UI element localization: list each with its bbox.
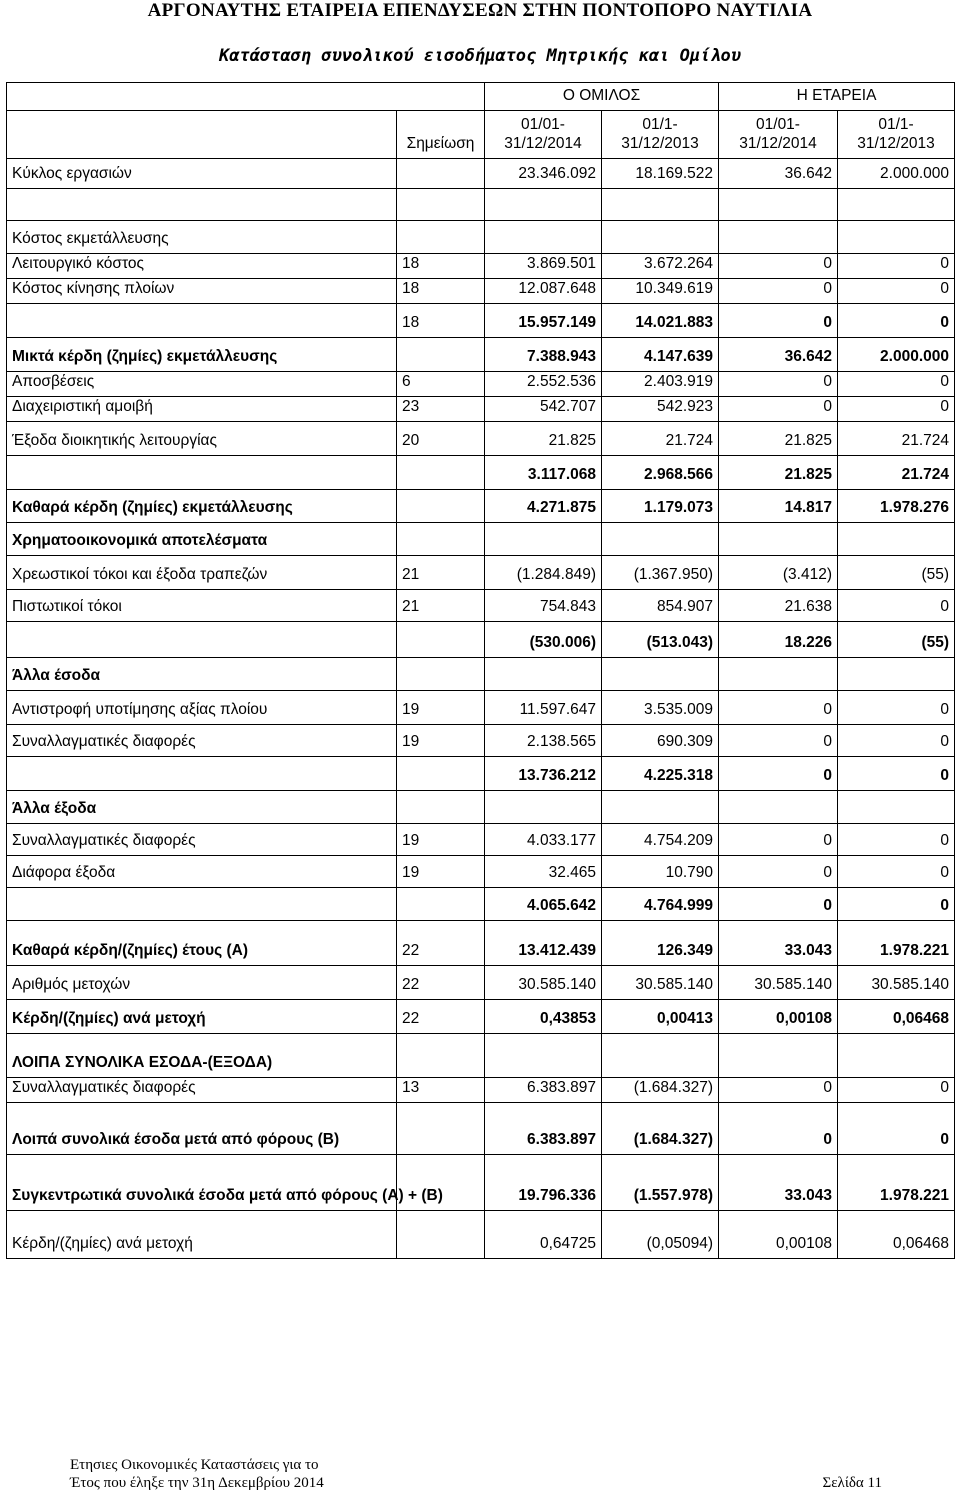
row-label: ΛΟΙΠΑ ΣΥΝΟΛΙΚΑ ΕΣΟΔΑ-(ΕΞΟΔΑ) — [7, 1034, 397, 1078]
table-row — [7, 279, 955, 304]
row-value: 0,64725 — [485, 1211, 602, 1259]
row-value: 21.724 — [602, 422, 719, 456]
row-value — [485, 791, 602, 824]
row-label: Διάφορα έξοδα — [7, 856, 397, 888]
row-value: 21.638 — [719, 590, 838, 622]
row-note: 21 — [397, 556, 485, 590]
row-note — [397, 1211, 485, 1259]
row-note: 6 — [397, 372, 485, 397]
row-value: 21.724 — [838, 456, 955, 490]
row-note — [397, 888, 485, 921]
row-value: 0 — [838, 1078, 955, 1103]
table-row — [7, 824, 955, 856]
row-note — [397, 622, 485, 658]
row-note — [397, 658, 485, 691]
row-label — [7, 304, 397, 338]
company-title: ΑΡΓΟΝΑΥΤΗΣ ΕΤΑΙΡΕΙΑ ΕΠΕΝΔΥΣΕΩΝ ΣΤΗΝ ΠΟΝΤΟΠΟΡΟ ΝΑΥΤΙΛΙΑ — [147, 0, 813, 21]
table-row — [7, 921, 955, 966]
row-label — [7, 189, 397, 221]
row-label: Διαχειριστική αμοιβή — [7, 397, 397, 422]
row-note: 19 — [397, 725, 485, 757]
row-value: (1.684.327) — [602, 1103, 719, 1155]
row-value: 0,43853 — [485, 1000, 602, 1034]
row-value — [719, 791, 838, 824]
row-label: Χρεωστικοί τόκοι και έξοδα τραπεζών — [7, 556, 397, 590]
row-label: Κύκλος εργασιών — [7, 159, 397, 189]
row-value: 14.021.883 — [602, 304, 719, 338]
period-header-line: 31/12/2014 — [504, 135, 582, 152]
row-value: 18.169.522 — [602, 159, 719, 189]
table-row — [7, 791, 955, 824]
header-empty-cell — [7, 83, 485, 111]
row-value: 4.033.177 — [485, 824, 602, 856]
table-row — [7, 691, 955, 725]
row-note — [397, 221, 485, 254]
row-value: 0 — [838, 304, 955, 338]
row-value: 0 — [719, 304, 838, 338]
row-value: 854.907 — [602, 590, 719, 622]
footer-line-2: Έτος που έληξε την 31η Δεκεμβρίου 2014 — [70, 1475, 324, 1491]
row-value: 0 — [838, 691, 955, 725]
company-header: Η ΕΤΑΡΕΙΑ — [719, 83, 955, 111]
group-header: Ο ΟΜΙΛΟΣ — [485, 83, 719, 111]
row-value: 0 — [719, 888, 838, 921]
row-value: (1.367.950) — [602, 556, 719, 590]
period-header-line: 01/1- — [878, 116, 914, 133]
row-value: 12.087.648 — [485, 279, 602, 304]
row-value: 1.978.221 — [838, 1155, 955, 1211]
period-header — [485, 111, 602, 159]
row-label: Αντιστροφή υποτίμησης αξίας πλοίου — [7, 691, 397, 725]
income-statement-table — [6, 82, 955, 1259]
row-value: (1.684.327) — [602, 1078, 719, 1103]
row-value: (55) — [838, 556, 955, 590]
row-value — [602, 1034, 719, 1078]
table-row — [7, 725, 955, 757]
row-value: 2.552.536 — [485, 372, 602, 397]
table-row — [7, 523, 955, 556]
row-label: Άλλα έσοδα — [7, 658, 397, 691]
row-note: 19 — [397, 824, 485, 856]
row-note — [397, 523, 485, 556]
table-row — [7, 757, 955, 791]
row-value: (513.043) — [602, 622, 719, 658]
period-header-line: 01/01- — [756, 116, 800, 133]
row-value: 0 — [719, 691, 838, 725]
row-value: 0 — [838, 725, 955, 757]
table-row — [7, 1034, 955, 1078]
row-value: 0 — [838, 856, 955, 888]
row-value: 7.388.943 — [485, 338, 602, 372]
table-row — [7, 888, 955, 921]
row-value — [719, 221, 838, 254]
row-value: 30.585.140 — [485, 966, 602, 1000]
row-value — [838, 189, 955, 221]
row-value: (1.557.978) — [602, 1155, 719, 1211]
row-value: 0 — [719, 372, 838, 397]
row-value — [719, 189, 838, 221]
statement-title: Κατάσταση συνολικού εισοδήματος Μητρικής και Ομίλου — [219, 46, 741, 66]
row-note — [397, 757, 485, 791]
table-row — [7, 966, 955, 1000]
row-value: (1.284.849) — [485, 556, 602, 590]
row-value: 0 — [838, 824, 955, 856]
row-value: 18.226 — [719, 622, 838, 658]
table-row — [7, 556, 955, 590]
table-row — [7, 1155, 955, 1211]
row-value: 19.796.336 — [485, 1155, 602, 1211]
row-value: 2.403.919 — [602, 372, 719, 397]
row-value: 4.065.642 — [485, 888, 602, 921]
row-note — [397, 1103, 485, 1155]
row-value: 0 — [719, 1103, 838, 1155]
row-value: 21.724 — [838, 422, 955, 456]
row-value — [838, 1034, 955, 1078]
row-value: 126.349 — [602, 921, 719, 966]
row-value: 2.968.566 — [602, 456, 719, 490]
table-row — [7, 856, 955, 888]
table-row — [7, 397, 955, 422]
row-label: Καθαρά κέρδη (ζημίες) εκμετάλλευσης — [7, 490, 397, 523]
table-row — [7, 622, 955, 658]
row-value: 0 — [719, 824, 838, 856]
row-value — [602, 221, 719, 254]
row-value: 10.349.619 — [602, 279, 719, 304]
table-row — [7, 159, 955, 189]
row-value: 3.672.264 — [602, 254, 719, 279]
table-row — [7, 338, 955, 372]
row-value: 6.383.897 — [485, 1078, 602, 1103]
period-header — [838, 111, 955, 159]
row-value: 36.642 — [719, 338, 838, 372]
row-label — [7, 622, 397, 658]
row-value: 3.535.009 — [602, 691, 719, 725]
row-value: 0 — [719, 1078, 838, 1103]
row-value: (3.412) — [719, 556, 838, 590]
row-value — [485, 1034, 602, 1078]
row-note: 19 — [397, 856, 485, 888]
row-note: 18 — [397, 254, 485, 279]
row-label: Αριθμός μετοχών — [7, 966, 397, 1000]
row-label: Έξοδα διοικητικής λειτουργίας — [7, 422, 397, 456]
row-value: 0,00413 — [602, 1000, 719, 1034]
row-value: 754.843 — [485, 590, 602, 622]
header-label-cell — [7, 111, 397, 159]
row-value — [602, 791, 719, 824]
table-row — [7, 422, 955, 456]
row-value: 4.754.209 — [602, 824, 719, 856]
row-value: (55) — [838, 622, 955, 658]
row-value: 0,06468 — [838, 1000, 955, 1034]
row-label — [7, 888, 397, 921]
row-value: 4.147.639 — [602, 338, 719, 372]
row-value: 0,06468 — [838, 1211, 955, 1259]
row-value — [485, 523, 602, 556]
header-row-periods — [7, 111, 955, 159]
table-row — [7, 1211, 955, 1259]
table-row — [7, 304, 955, 338]
row-note — [397, 791, 485, 824]
row-value — [838, 523, 955, 556]
row-note: 20 — [397, 422, 485, 456]
row-value: 1.978.276 — [838, 490, 955, 523]
row-value: 32.465 — [485, 856, 602, 888]
row-note: 22 — [397, 966, 485, 1000]
table-row — [7, 189, 955, 221]
row-note: 18 — [397, 279, 485, 304]
row-note — [397, 338, 485, 372]
row-value: (530.006) — [485, 622, 602, 658]
row-value: 0,00108 — [719, 1000, 838, 1034]
row-note — [397, 159, 485, 189]
note-header: Σημείωση — [397, 111, 485, 159]
table-row — [7, 490, 955, 523]
row-value: 21.825 — [719, 456, 838, 490]
row-value: 0 — [719, 397, 838, 422]
row-note: 21 — [397, 590, 485, 622]
table-row — [7, 221, 955, 254]
page-number: Σελίδα 11 — [822, 1475, 882, 1491]
row-label: Καθαρά κέρδη/(ζημίες) έτους (Α) — [7, 921, 397, 966]
row-value: 0 — [838, 372, 955, 397]
period-header — [602, 111, 719, 159]
row-label: Συγκεντρωτικά συνολικά έσοδα μετά από φόρους (Α) + (Β) — [7, 1155, 397, 1211]
footer-text — [70, 1456, 324, 1492]
table-row — [7, 372, 955, 397]
row-value: 690.309 — [602, 725, 719, 757]
period-header — [719, 111, 838, 159]
row-value: 21.825 — [485, 422, 602, 456]
header-row-groups — [7, 83, 955, 111]
table-row — [7, 1103, 955, 1155]
row-value: 2.000.000 — [838, 159, 955, 189]
row-value: 542.923 — [602, 397, 719, 422]
row-note — [397, 456, 485, 490]
row-value: 2.000.000 — [838, 338, 955, 372]
row-label — [7, 456, 397, 490]
row-value: 13.736.212 — [485, 757, 602, 791]
row-value — [602, 189, 719, 221]
row-note: 23 — [397, 397, 485, 422]
row-label: Αποσβέσεις — [7, 372, 397, 397]
row-value: 0 — [719, 279, 838, 304]
row-value: 14.817 — [719, 490, 838, 523]
row-value — [838, 658, 955, 691]
row-value: 0 — [838, 279, 955, 304]
row-value: 0 — [838, 254, 955, 279]
row-value: 4.271.875 — [485, 490, 602, 523]
row-label: Πιστωτικοί τόκοι — [7, 590, 397, 622]
row-value: 0 — [838, 888, 955, 921]
row-value — [719, 523, 838, 556]
period-header-line: 31/12/2014 — [739, 135, 817, 152]
row-note: 19 — [397, 691, 485, 725]
row-value: 11.597.647 — [485, 691, 602, 725]
row-value: 13.412.439 — [485, 921, 602, 966]
period-header-line: 31/12/2013 — [857, 135, 935, 152]
row-label: Χρηματοοικονομικά αποτελέσματα — [7, 523, 397, 556]
row-label: Συναλλαγματικές διαφορές — [7, 1078, 397, 1103]
row-value: 1.179.073 — [602, 490, 719, 523]
row-value: 4.764.999 — [602, 888, 719, 921]
row-label — [7, 757, 397, 791]
footer-line-1: Ετησιες Οικονομικές Καταστάσεις για το — [70, 1457, 319, 1473]
row-value — [485, 658, 602, 691]
row-value: 15.957.149 — [485, 304, 602, 338]
row-value — [602, 658, 719, 691]
row-value: 4.225.318 — [602, 757, 719, 791]
row-label: Κέρδη/(ζημίες) ανά μετοχή — [7, 1211, 397, 1259]
row-value — [485, 189, 602, 221]
row-note — [397, 490, 485, 523]
row-value: 542.707 — [485, 397, 602, 422]
row-value: 0 — [719, 725, 838, 757]
row-value: 0 — [719, 254, 838, 279]
row-value — [838, 791, 955, 824]
row-label: Λειτουργικό κόστος — [7, 254, 397, 279]
row-value — [719, 658, 838, 691]
row-value: (0,05094) — [602, 1211, 719, 1259]
row-label: Κέρδη/(ζημίες) ανά μετοχή — [7, 1000, 397, 1034]
row-label: Συναλλαγματικές διαφορές — [7, 824, 397, 856]
table-row — [7, 658, 955, 691]
table-row — [7, 1000, 955, 1034]
table-row — [7, 456, 955, 490]
row-note: 22 — [397, 921, 485, 966]
period-header-line: 01/1- — [642, 116, 678, 133]
row-value: 0 — [719, 757, 838, 791]
row-value: 6.383.897 — [485, 1103, 602, 1155]
row-value: 0 — [838, 757, 955, 791]
row-value: 21.825 — [719, 422, 838, 456]
row-value: 0 — [838, 1103, 955, 1155]
row-value: 2.138.565 — [485, 725, 602, 757]
row-label: Συναλλαγματικές διαφορές — [7, 725, 397, 757]
row-value: 36.642 — [719, 159, 838, 189]
row-label: Κόστος εκμετάλλευσης — [7, 221, 397, 254]
row-value: 23.346.092 — [485, 159, 602, 189]
row-label: Μικτά κέρδη (ζημίες) εκμετάλλευσης — [7, 338, 397, 372]
row-value: 0 — [719, 856, 838, 888]
row-value: 0,00108 — [719, 1211, 838, 1259]
row-value: 30.585.140 — [719, 966, 838, 1000]
row-value: 33.043 — [719, 1155, 838, 1211]
row-value — [719, 1034, 838, 1078]
row-value: 0 — [838, 397, 955, 422]
row-label: Άλλα έξοδα — [7, 791, 397, 824]
row-value: 1.978.221 — [838, 921, 955, 966]
row-value — [485, 221, 602, 254]
row-value: 0 — [838, 590, 955, 622]
row-label: Κόστος κίνησης πλοίων — [7, 279, 397, 304]
row-value: 3.117.068 — [485, 456, 602, 490]
row-value — [602, 523, 719, 556]
row-note — [397, 189, 485, 221]
table-row — [7, 590, 955, 622]
row-value: 30.585.140 — [838, 966, 955, 1000]
row-note: 22 — [397, 1000, 485, 1034]
row-note — [397, 1034, 485, 1078]
row-value: 33.043 — [719, 921, 838, 966]
row-value: 30.585.140 — [602, 966, 719, 1000]
row-value: 10.790 — [602, 856, 719, 888]
row-value — [838, 221, 955, 254]
table-row — [7, 254, 955, 279]
period-header-line: 01/01- — [521, 116, 565, 133]
period-header-line: 31/12/2013 — [621, 135, 699, 152]
table-row — [7, 1078, 955, 1103]
row-value: 3.869.501 — [485, 254, 602, 279]
row-label: Λοιπά συνολικά έσοδα μετά από φόρους (Β) — [7, 1103, 397, 1155]
row-note: 18 — [397, 304, 485, 338]
row-note: 13 — [397, 1078, 485, 1103]
